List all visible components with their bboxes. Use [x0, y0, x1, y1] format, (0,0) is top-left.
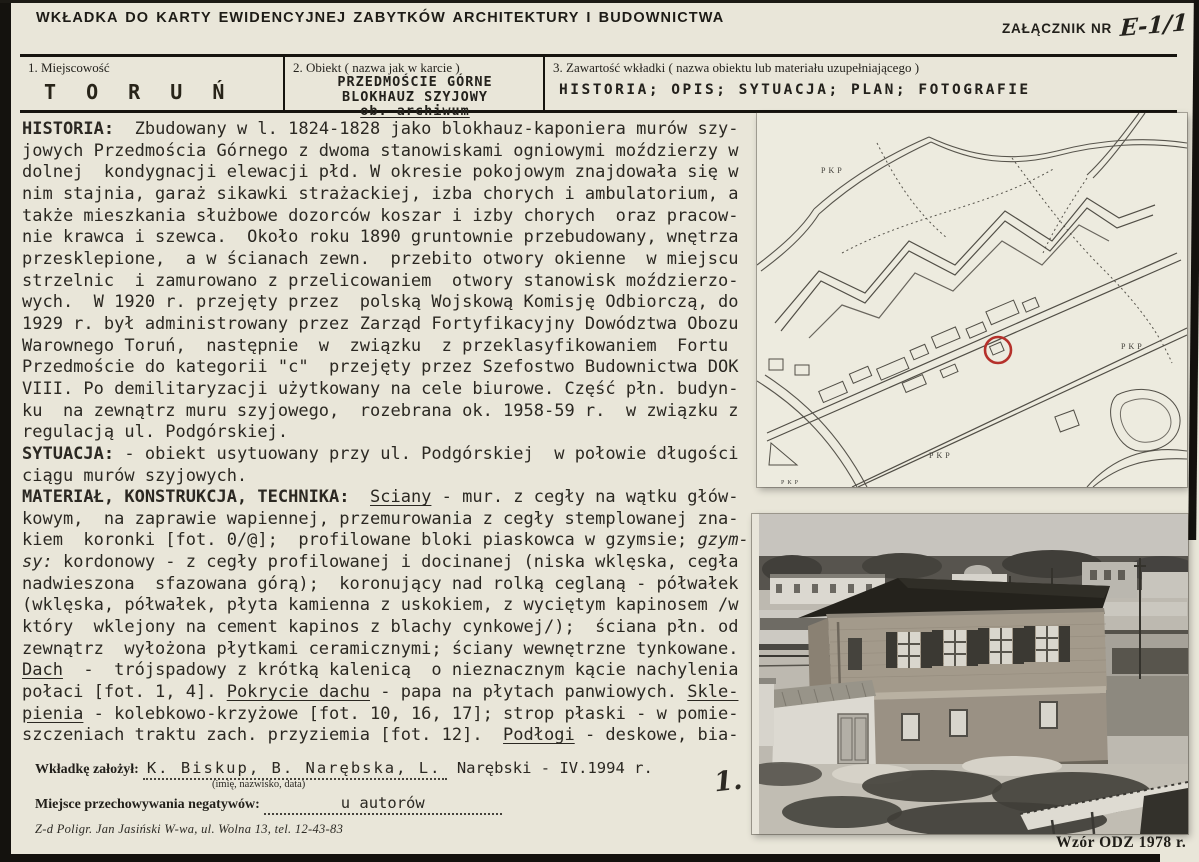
- map-label-pkp: PKP: [929, 451, 953, 460]
- text-line: (wklęska, półwałek, płyta kamienna z uskokiem, z wyciętym kapinosem /w: [22, 595, 739, 616]
- text-line: przesklepione, a w ścianach zewn. przebito otwory okienne w miejscu: [22, 248, 739, 269]
- site-map-figure: [757, 113, 1187, 487]
- scan-edge-right: [1188, 0, 1199, 540]
- map-label-pkp: PKP: [1121, 342, 1145, 351]
- negatives-value: u autorów: [264, 794, 502, 815]
- founder-row: [35, 759, 653, 778]
- locality-value: T O R U Ń: [44, 80, 234, 104]
- photo-white-margin: [752, 514, 759, 834]
- object-line-1: PRZEDMOŚCIE GÓRNE: [337, 74, 493, 90]
- text-line: wych. W 1920 r. przejęty przez polską Wojskową Komisję Odbiorczą, do: [22, 292, 739, 313]
- text-line: Przedmoście do kategorii "c" przejęty przez Szefostwo Budownictwa DOK: [22, 357, 739, 378]
- photo-figure: [752, 514, 1188, 834]
- scan-edge-top: [0, 0, 1199, 3]
- text-line: MATERIAŁ, KONSTRUKCJA, TECHNIKA: Sciany - mur. z cegły na wątku głów-: [22, 487, 739, 508]
- text-line: pienia - kolebkowo-krzyżowe [fot. 10, 16, 17]; strop płaski - w pomie-: [22, 703, 739, 724]
- map-label-pkp: PKP: [821, 166, 845, 175]
- text-line: który wklejony na cement kapinos z blachy cynkowej/); ściana płn. od: [22, 617, 739, 638]
- photo-caption: Wzór ODZ 1978 r.: [1056, 834, 1187, 851]
- negatives-label: Miejsce przechowywania negatywów:: [35, 797, 260, 812]
- text-line: ciągu murów szyjowych.: [22, 465, 248, 486]
- contents-value: HISTORIA; OPIS; SYTUACJA; PLAN; FOTOGRAFIE: [559, 82, 1031, 98]
- text-line: VIII. Po demilitaryzacji użytkowany na cele biurowe. Część płn. budyn-: [22, 378, 739, 399]
- founder-hint: (imię, nazwisko, data): [212, 779, 306, 790]
- text-line: dolnej kondygnacji elewacji płd. W okresie pokojowym znajdowała się w: [22, 162, 739, 183]
- scan-edge-left: [0, 0, 11, 862]
- text-line: Warownego Toruń, następnie w związku z przeklasyfikowaniem Fortu: [22, 335, 729, 356]
- body-text: [22, 119, 755, 747]
- text-line: strzelnic i zamurowano z przelicowaniem otwory stanowisk moździerzo-: [22, 270, 739, 291]
- text-line: Dach - trójspadowy z krótką kalenicą o nieznacznym kącie nachylenia: [22, 660, 739, 681]
- scan-edge-bottom: [0, 854, 1160, 862]
- text-line: SYTUACJA: - obiekt usytuowany przy ul. Podgórskiej w połowie długości: [22, 443, 739, 464]
- map-label-pkp: PKP: [781, 480, 802, 486]
- text-line: jowych Przedmościa Górnego z dwoma stanowiskami ogniowymi moździerzy w: [22, 140, 739, 161]
- text-line: HISTORIA: Zbudowany w l. 1824-1828 jako blokhauz-kaponiera murów szy-: [22, 119, 739, 139]
- text-line: nie krawca i szewca. Około roku 1890 gruntownie przebudowany, wnętrza: [22, 227, 739, 248]
- attachment-label: ZAŁĄCZNIK NR: [1002, 21, 1113, 36]
- photo-annex: [752, 678, 876, 776]
- text-line: także mieszkania służbowe dozorców koszar i izby chorych oraz pracow-: [22, 205, 739, 226]
- locality-label: 1. Miejscowość: [28, 60, 110, 75]
- identification-table: [20, 54, 1177, 119]
- text-line: szczeniach traktu zach. przyziemia [fot. 12]. Podłogi - deskowe, bia-: [22, 725, 739, 746]
- text-line: zewnątrz wyłożona płytkami ceramicznymi; ściany wewnętrzne tynkowane.: [22, 638, 739, 659]
- founder-names-plain: Narębski - IV.1994 r.: [447, 759, 653, 777]
- object-value: [293, 75, 537, 119]
- figure-number-handwritten: 1.: [712, 764, 744, 799]
- attachment-number-block: [1002, 8, 1189, 43]
- cell-contents: [543, 57, 1177, 110]
- object-line-2: BLOKHAUZ SZYJOWY: [341, 88, 489, 105]
- blockhouse-photo: [752, 514, 1188, 834]
- text-line: 1929 r. był administrowany przez Zarząd Fortyfikacyjny Dowództwa Obozu: [22, 313, 739, 334]
- contents-label: 3. Zawartość wkładki ( nazwa obiektu lub materiału uzupełniającego ): [553, 60, 920, 75]
- cell-object: [283, 57, 543, 119]
- text-line: regulacją ul. Podgórskiej.: [22, 422, 289, 443]
- text-line: sy: kordonowy - z cegły profilowanej i docinanej (niska wklęska, cegła: [22, 552, 739, 573]
- text-line: nadwieszona sfazowana górą); koronujący nad rolką ceglaną - półwałek: [22, 573, 739, 594]
- text-line: połaci [fot. 1, 4]. Pokrycie dachu - papa na płytach panwiowych. Skle-: [22, 682, 739, 703]
- text-line: kowym, na zaprawie wapiennej, przemurowania z cegły stemplowanej zna-: [22, 508, 739, 529]
- site-map-drawing: [757, 113, 1187, 487]
- page-title: WKŁADKA DO KARTY EWIDENCYJNEJ ZABYTKÓW ARCHITEKTURY I BUDOWNICTWA: [36, 10, 725, 26]
- founder-label: Wkładkę założył:: [35, 762, 139, 777]
- text-line: kiem koronki [fot. 0/@]; profilowane bloki piaskowca w gzymsie; gzym-: [22, 530, 749, 551]
- attachment-number-handwritten: E-1/1: [1119, 8, 1189, 43]
- printer-imprint: Z-d Poligr. Jan Jasiński W-wa, ul. Wolna 13, tel. 12-43-83: [35, 822, 344, 836]
- object-line-3: ob. archiwum: [360, 103, 470, 119]
- text-line: nim stajnia, garaż sikawki strażackiej, izba chorych i ambulatorium, a: [22, 183, 739, 204]
- negatives-row: [35, 794, 502, 815]
- object-label: 2. Obiekt ( nazwa jak w karcie ): [293, 60, 460, 75]
- cell-locality: [20, 57, 283, 110]
- founder-names-dotted: K. Biskup, B. Narębska, L.: [143, 759, 448, 780]
- text-line: ku na zewnątrz muru szyjowego, rozebrana ok. 1958-59 r. w związku z: [22, 400, 739, 421]
